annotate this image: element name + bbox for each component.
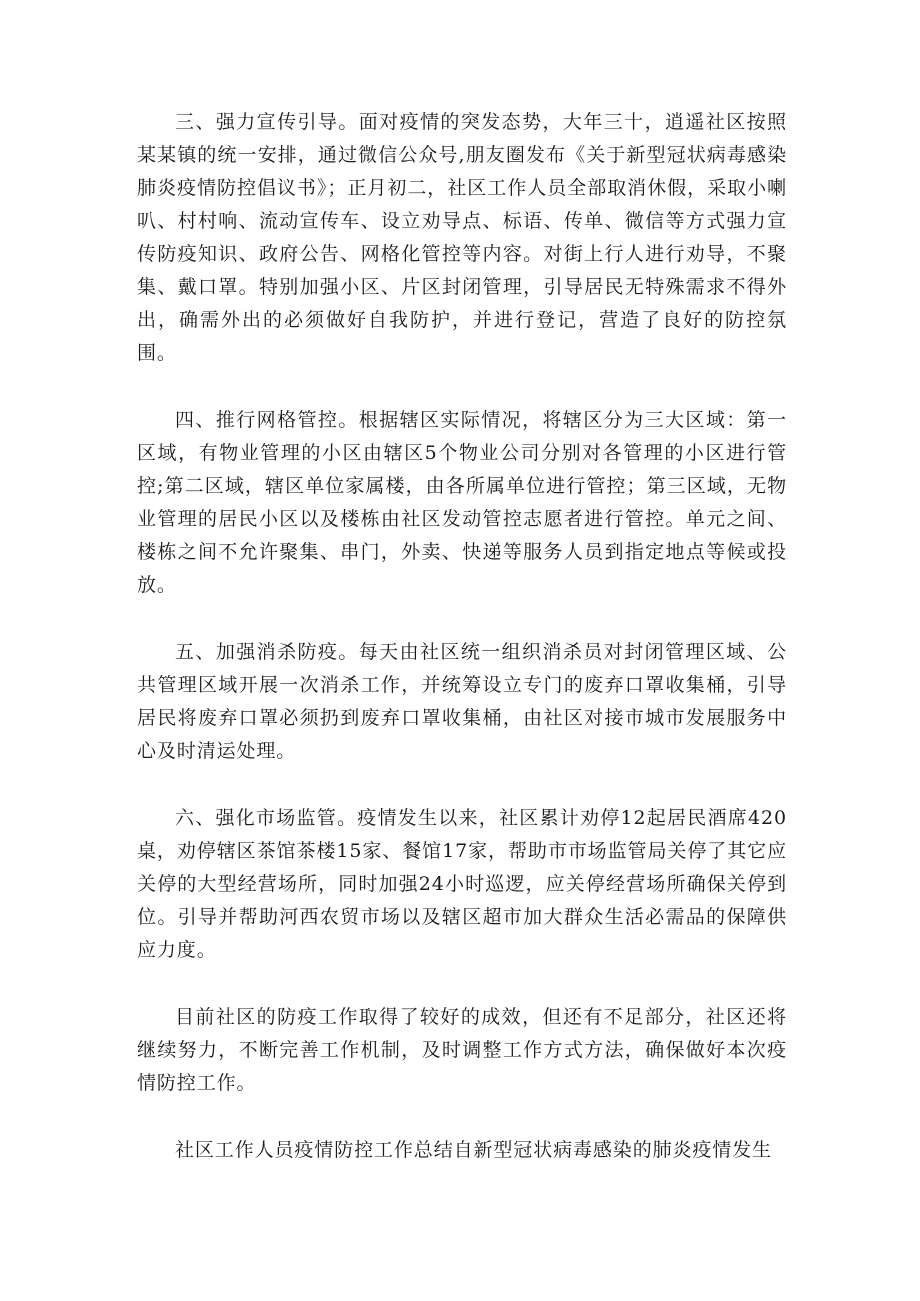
paragraph-disinfection: 五、加强消杀防疫。每天由社区统一组织消杀员对封闭管理区域、公共管理区域开展一次消杀工作，并统筹设立专门的废弃口罩收集桶，引导居民将废弃口罩必须扔到废弃口罩收集桶，由社区对接市城市发展服务中心及时清运处理。 bbox=[137, 641, 787, 762]
paragraph-next-section: 社区工作人员疫情防控工作总结自新型冠状病毒感染的肺炎疫情发生 bbox=[175, 1139, 773, 1161]
paragraph-publicity: 三、强力宣传引导。面对疫情的突发态势，大年三十，逍遥社区按照某某镇的统一安排，通过微信公众号,朋友圈发布《关于新型冠状病毒感染肺炎疫情防控倡议书》；正月初二，社区工作人员全部取消休假，采取小喇叭、村村响、流动宣传车、设立劝导点、标语、传单、微信等方式强力宣传防疫知识、政府公告、网格化管控等内容。对街上行人进行劝导，不聚集、戴口罩。特别加强小区、片区封闭管理，引导居民无特殊需求不得外出，确需外出的必须做好自我防护，并进行登记，营造了良好的防控氛围。 bbox=[137, 111, 787, 364]
paragraph-summary: 目前社区的防疫工作取得了较好的成效，但还有不足部分，社区还将继续努力，不断完善工作机制，及时调整工作方式方法，确保做好本次疫情防控工作。 bbox=[137, 1006, 787, 1094]
paragraph-market-supervision: 六、强化市场监管。疫情发生以来，社区累计劝停12起居民酒席420桌，劝停辖区茶馆茶楼15家、餐馆17家，帮助市市场监管局关停了其它应关停的大型经营场所，同时加强24小时巡逻，应关停经营场所确保关停到位。引导并帮助河西农贸市场以及辖区超市加大群众生活必需品的保障供应力度。 bbox=[137, 807, 787, 961]
document-body bbox=[137, 106, 787, 1167]
paragraph-grid-control: 四、推行网格管控。根据辖区实际情况，将辖区分为三大区域：第一区域，有物业管理的小区由辖区5个物业公司分别对各管理的小区进行管控;第二区域，辖区单位家属楼，由各所属单位进行管控；第三区域，无物业管理的居民小区以及楼栋由社区发动管控志愿者进行管控。单元之间、楼栋之间不允许聚集、串门，外卖、快递等服务人员到指定地点等候或投放。 bbox=[137, 409, 787, 596]
